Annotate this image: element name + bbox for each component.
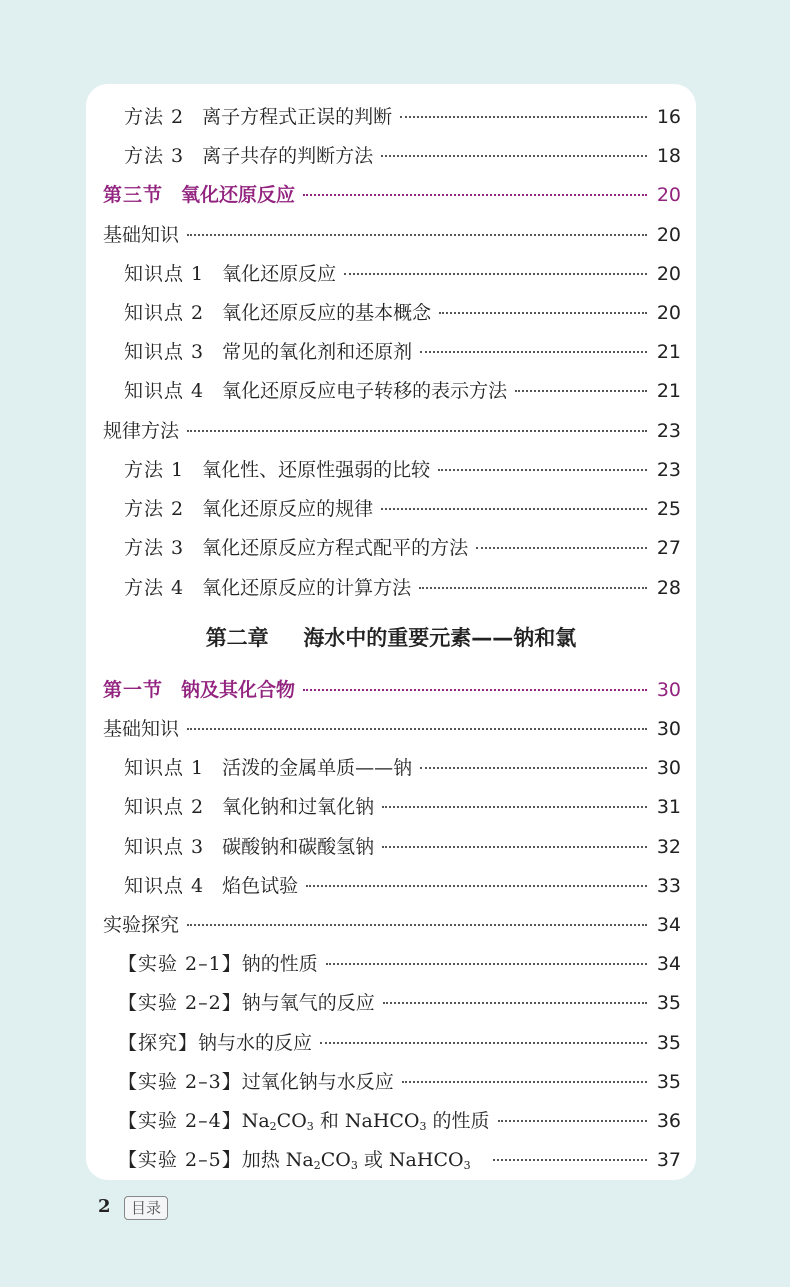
entry-page: 34 [656, 953, 681, 975]
section-number: 第三节 [103, 184, 164, 206]
entry-title: 活泼的金属单质——钠 [222, 757, 413, 779]
entry-page: 35 [656, 1032, 681, 1054]
toc-entry[interactable] [86, 1145, 696, 1175]
leader-dots [306, 885, 647, 887]
toc-entry[interactable] [86, 1067, 696, 1097]
toc-entry[interactable] [86, 832, 696, 862]
leader-dots [498, 1120, 647, 1122]
entry-title: 钠与氧气的反应 [241, 992, 375, 1014]
entry-page: 16 [656, 106, 681, 128]
leader-dots [187, 234, 647, 236]
leader-dots [515, 390, 647, 392]
leader-dots [476, 547, 647, 549]
entry-title: 氧化还原反应方程式配平的方法 [202, 537, 469, 559]
leader-dots [400, 116, 647, 118]
group-page: 20 [656, 224, 681, 246]
toc-entry[interactable] [86, 259, 696, 289]
entry-number: 方法 3 [124, 537, 185, 559]
toc-entry[interactable] [86, 573, 696, 603]
entry-title: 碳酸钠和碳酸氢钠 [222, 836, 375, 858]
toc-entry[interactable] [86, 376, 696, 406]
entry-number: 知识点 2 [124, 302, 205, 324]
group-page: 23 [656, 420, 681, 442]
entry-title: $Na_2CO_3$ 和 NaHCO$_3$ 的性质 [241, 1110, 490, 1133]
entry-number: 方法 1 [124, 459, 185, 481]
section-page: 30 [656, 679, 681, 701]
experiment-label: 【实验 2–1】 [118, 953, 242, 975]
entry-number: 知识点 4 [124, 875, 205, 897]
entry-page: 21 [656, 341, 681, 363]
entry-page: 20 [656, 302, 681, 324]
section-page: 20 [656, 184, 681, 206]
entry-number: 知识点 3 [124, 341, 205, 363]
toc-entry[interactable] [86, 533, 696, 563]
entry-page: 20 [656, 263, 681, 285]
entry-title: 钠与水的反应 [198, 1032, 313, 1054]
entry-page: 35 [656, 1071, 681, 1093]
experiment-label: 【探究】 [118, 1032, 199, 1054]
experiment-label: 【实验 2–4】 [118, 1110, 242, 1132]
entry-title: 加热 $Na_2CO_3$ 或 NaHCO$_3$ [241, 1149, 471, 1172]
leader-dots [303, 194, 647, 196]
entry-title: 离子方程式正误的判断 [202, 106, 393, 128]
entry-page: 36 [656, 1110, 681, 1132]
leader-dots [381, 508, 647, 510]
entry-page: 35 [656, 992, 681, 1014]
group-title: 实验探究 [103, 914, 180, 936]
entry-number: 方法 2 [124, 106, 185, 128]
experiment-label: 【实验 2–2】 [118, 992, 242, 1014]
entry-page: 23 [656, 459, 681, 481]
entry-number: 方法 4 [124, 577, 185, 599]
toc-entry[interactable] [86, 337, 696, 367]
chapter-heading [86, 618, 696, 658]
toc-group-entry[interactable] [86, 220, 696, 250]
toc-entry[interactable] [86, 1106, 696, 1136]
entry-title: 焰色试验 [222, 875, 299, 897]
toc-group-entry[interactable] [86, 910, 696, 940]
entry-number: 知识点 2 [124, 796, 205, 818]
leader-dots [381, 155, 647, 157]
entry-title: 氧化还原反应的计算方法 [202, 577, 412, 599]
entry-page: 37 [656, 1149, 681, 1171]
entry-title: 氧化还原反应的基本概念 [222, 302, 432, 324]
contents-badge[interactable]: 目录 [124, 1196, 168, 1220]
group-title: 基础知识 [103, 718, 180, 740]
leader-dots [326, 963, 647, 965]
toc-entry[interactable] [86, 494, 696, 524]
entry-page: 31 [656, 796, 681, 818]
leader-dots [382, 806, 647, 808]
entry-page: 27 [656, 537, 681, 559]
entry-number: 方法 3 [124, 145, 185, 167]
leader-dots [383, 1002, 647, 1004]
toc-entry[interactable] [86, 298, 696, 328]
section-title: 氧化还原反应 [181, 184, 296, 206]
toc-section-entry[interactable] [86, 675, 696, 705]
toc-entry[interactable] [86, 141, 696, 171]
page-number: 2 [98, 1196, 111, 1217]
entry-page: 25 [656, 498, 681, 520]
leader-dots [420, 767, 647, 769]
group-page: 34 [656, 914, 681, 936]
entry-title: 离子共存的判断方法 [202, 145, 374, 167]
leader-dots [493, 1159, 647, 1161]
entry-page: 32 [656, 836, 681, 858]
leader-dots [344, 273, 647, 275]
toc-group-entry[interactable] [86, 416, 696, 446]
leader-dots [382, 846, 647, 848]
section-title: 钠及其化合物 [181, 679, 296, 701]
toc-entry[interactable] [86, 792, 696, 822]
entry-number: 知识点 3 [124, 836, 205, 858]
chapter-number: 第二章 [205, 626, 269, 650]
toc-entry[interactable] [86, 871, 696, 901]
entry-title: 氧化钠和过氧化钠 [222, 796, 375, 818]
entry-page: 21 [656, 380, 681, 402]
entry-title: 氧化还原反应的规律 [202, 498, 374, 520]
entry-title: 钠的性质 [241, 953, 318, 975]
entry-title: 常见的氧化剂和还原剂 [222, 341, 413, 363]
entry-page: 18 [656, 145, 681, 167]
group-page: 30 [656, 718, 681, 740]
group-title: 规律方法 [103, 420, 180, 442]
group-title: 基础知识 [103, 224, 180, 246]
entry-title: 氧化性、还原性强弱的比较 [202, 459, 431, 481]
toc-entry[interactable] [86, 949, 696, 979]
leader-dots [187, 924, 647, 926]
leader-dots [402, 1081, 647, 1083]
entry-number: 方法 2 [124, 498, 185, 520]
leader-dots [439, 312, 647, 314]
toc-section-entry[interactable] [86, 180, 696, 210]
entry-number: 知识点 1 [124, 757, 205, 779]
entry-title: 过氧化钠与水反应 [241, 1071, 394, 1093]
toc-group-entry[interactable] [86, 714, 696, 744]
entry-number: 知识点 4 [124, 380, 205, 402]
section-number: 第一节 [103, 679, 164, 701]
leader-dots [419, 587, 647, 589]
experiment-label: 【实验 2–3】 [118, 1071, 242, 1093]
leader-dots [303, 689, 647, 691]
toc-card [86, 84, 696, 1180]
toc-entry[interactable] [86, 1028, 696, 1058]
toc-entry[interactable] [86, 102, 696, 132]
entry-title: 氧化还原反应电子转移的表示方法 [222, 380, 508, 402]
chapter-title: 海水中的重要元素——钠和氯 [303, 626, 577, 650]
leader-dots [187, 728, 647, 730]
leader-dots [438, 469, 647, 471]
toc-entry[interactable] [86, 753, 696, 783]
entry-page: 28 [656, 577, 681, 599]
leader-dots [320, 1042, 647, 1044]
entry-page: 30 [656, 757, 681, 779]
toc-entry[interactable] [86, 988, 696, 1018]
experiment-label: 【实验 2–5】 [118, 1149, 242, 1171]
leader-dots [420, 351, 647, 353]
entry-title: 氧化还原反应 [222, 263, 337, 285]
entry-page: 33 [656, 875, 681, 897]
leader-dots [187, 430, 647, 432]
toc-entry[interactable] [86, 455, 696, 485]
entry-number: 知识点 1 [124, 263, 205, 285]
